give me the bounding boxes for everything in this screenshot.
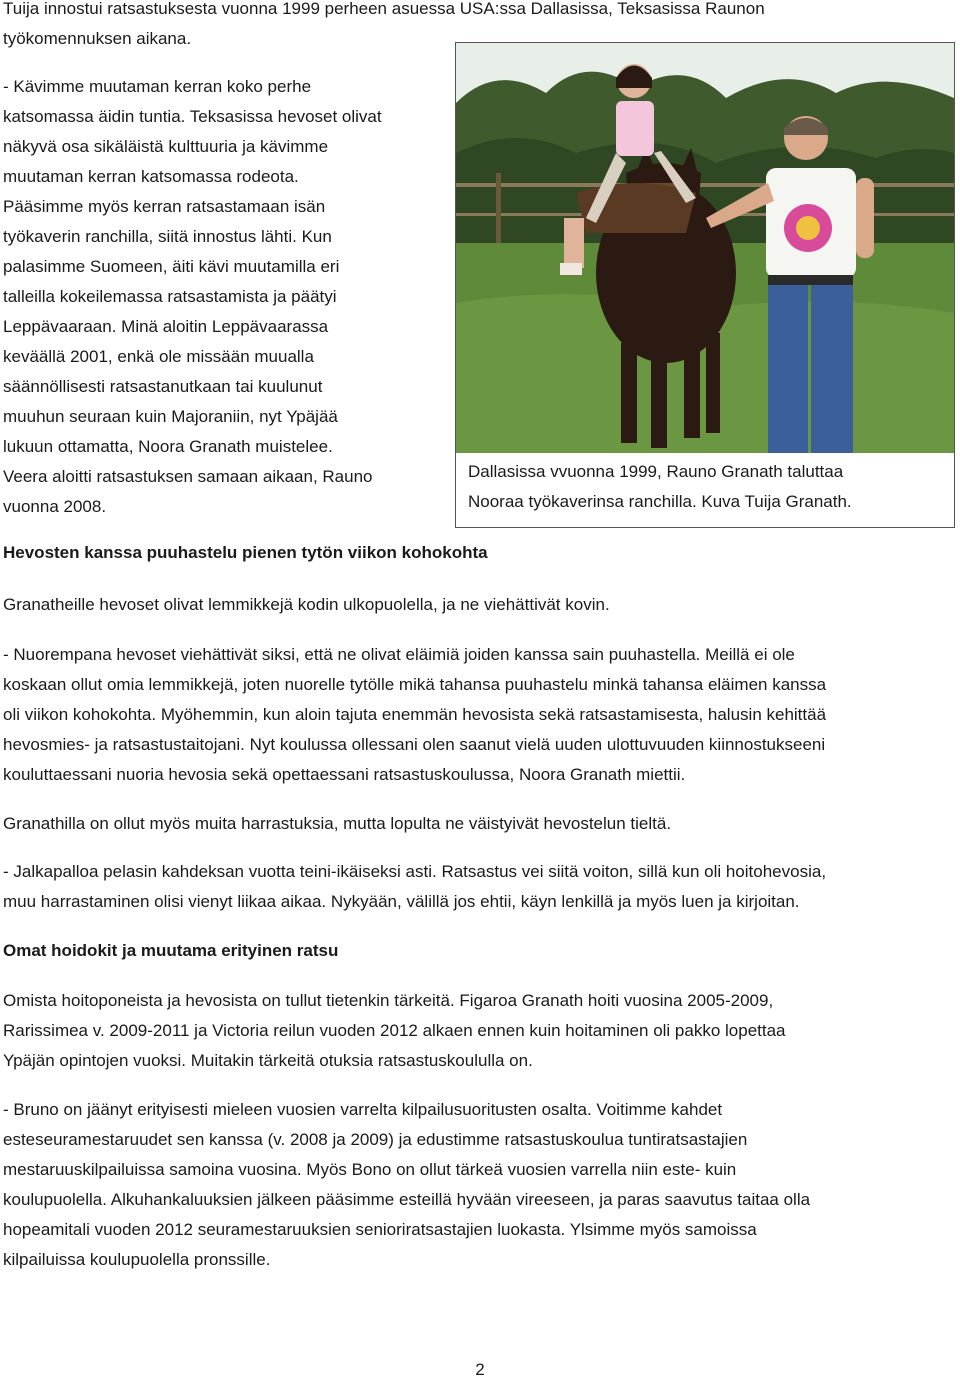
intro-quote-column: - Kävimme muutaman kerran koko perhe katsomassa äidin tuntia. Teksasissa hevoset olivat näkyvä osa sikäläistä kulttuuria ja kävimme muutaman kerran katsomassa rodeota. Pääsimme myös kerran ratsastamaan isän työkaverin ranchilla, siitä innostus lähti. Kun palasimme Suomeen, äiti kävi muutamilla eri talleilla kokeilemassa ratsastamista ja päätyi Leppävaaraan. Minä aloitin Leppävaarassa keväällä 2001, enkä ole missään muualla säännöllisesti ratsastanutkaan tai kuulunut muuhun seuraan kuin Majoraniin, nyt Ypäjää lukuun ottamatta, Noora Granath muistelee. Veera aloitti ratsastuksen samaan aikaan, Rauno vuonna 2008. (3, 77, 382, 516)
page-number: 2 (475, 1360, 485, 1379)
photo-illustration (456, 43, 954, 453)
photo-caption: Dallasissa vvuonna 1999, Rauno Granath taluttaa Nooraa työkaverinsa ranchilla. Kuva Tuija Granath. (468, 462, 852, 511)
paragraph-lemmikit: Granatheille hevoset olivat lemmikkejä kodin ulkopuolella, ja ne viehättivät kovin. (3, 595, 610, 614)
section-heading-hevosten-kanssa: Hevosten kanssa puuhastelu pienen tytön viikon kohokohta (3, 543, 488, 562)
section-heading-omat-hoidokit: Omat hoidokit ja muutama erityinen ratsu (3, 941, 339, 960)
horse-ranch-photo (456, 43, 954, 453)
paragraph-jalkapallo: - Jalkapalloa pelasin kahdeksan vuotta teini-ikäiseksi asti. Ratsastus vei siitä voiton, sillä kun oli hoitohevosia, muu harrastaminen olisi vienyt liikaa aikaa. Nykyään, välillä jos ehtii, käyn lenkillä ja myös luen ja kirjoitan. (3, 862, 827, 911)
photo-figure (455, 42, 955, 528)
paragraph-muita-harrastuksia: Granathilla on ollut myös muita harrastuksia, mutta lopulta ne väistyivät hevostelun tieltä. (3, 814, 672, 833)
intro-text: Tuija innostui ratsastuksesta vuonna 1999 perheen asuessa USA:ssa Dallasissa, Teksasissa Raunon työkomennuksen aikana. (3, 0, 765, 48)
paragraph-nuorempana: - Nuorempana hevoset viehättivät siksi, että ne olivat eläimiä joiden kanssa sain puuhastella. Meillä ei ole koskaan ollut omia lemmikkejä, joten nuorelle tytölle mikä tahansa puuhastelu minkä tahansa eläimen kanssa oli viikon kohokohta. Myöhemmin, kun aloin tajuta enemmän hevosista sekä ratsastamisesta, halusin kehittää hevosmies- ja ratsastustaitojani. Nyt koulussa ollessani olen saanut vielä uuden ulottuvuuden kiinnostukseeni kouluttaessani nuoria hevosia sekä opettaessani ratsastuskoulussa, Noora Granath miettii. (3, 645, 827, 784)
paragraph-hoitoponit: Omista hoitoponeista ja hevosista on tullut tietenkin tärkeitä. Figaroa Granath hoiti vuosina 2005-2009, Rarissimea v. 2009-2011 ja Victoria reilun vuoden 2012 alkaen ennen kuin hoitaminen oli pakko lopettaa Ypäjän opintojen vuoksi. Muitakin tärkeitä otuksia ratsastuskoululla on. (3, 991, 786, 1070)
paragraph-bruno: - Bruno on jäänyt erityisesti mieleen vuosien varrelta kilpailusuoritusten osalta. Voitimme kahdet esteseuramestaruudet sen kanssa (v. 2008 ja 2009) ja edustimme ratsastuskoulua tuntiratsastajien mestaruuskilpailuissa samoina vuosina. Myös Bono on ollut tärkeä vuosien varrella niin este- kuin koulupuolella. Alkuhankaluuksien jälkeen pääsimme esteillä hyvään vireeseen, ja paras saavutus taitaa olla hopeamitali vuoden 2012 seuramestaruuksien senioriratsastajien luokasta. Ylsimme myös samoissa kilpailuissa koulupuolella pronssille. (3, 1100, 811, 1269)
